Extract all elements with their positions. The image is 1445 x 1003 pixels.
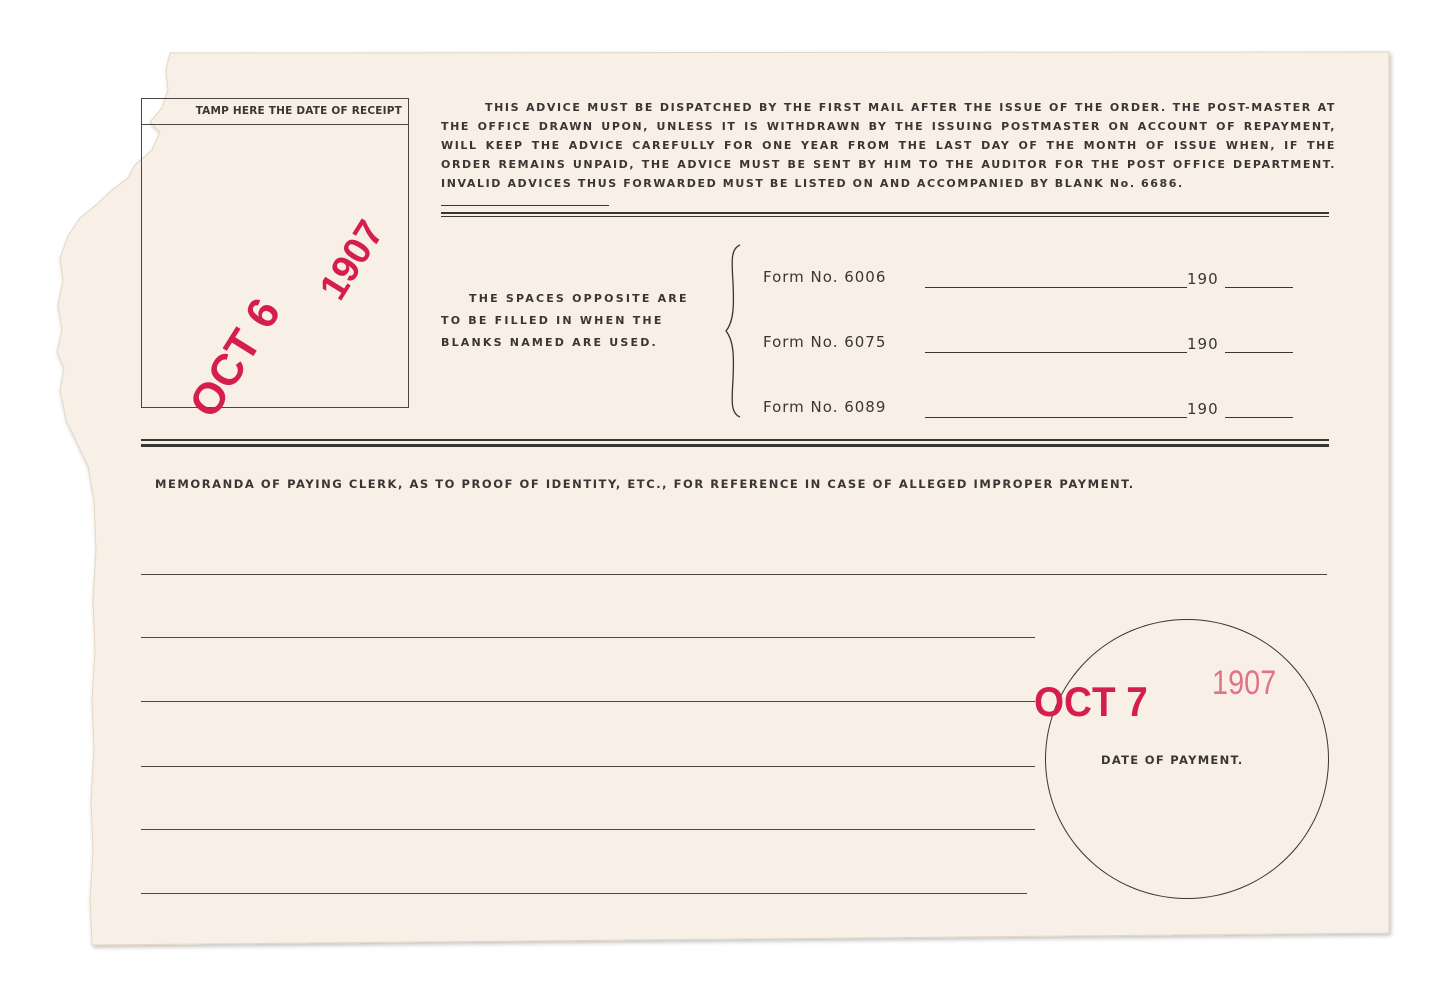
memo-line	[141, 829, 1035, 830]
form-fill-line	[925, 417, 1187, 418]
spaces-opposite-note: THE SPACES OPPOSITE ARE TO BE FILLED IN WHEN THE BLANKS NAMED ARE USED.	[441, 292, 689, 349]
form-label: Form No. 6006	[763, 268, 887, 286]
middle-divider-rule-thin	[141, 444, 1329, 447]
payment-date-stamp-year: 1907	[1212, 664, 1277, 702]
memo-line	[141, 637, 1035, 638]
form-year-prefix: 190	[1187, 335, 1219, 353]
form-fill-line	[925, 287, 1187, 288]
memo-line	[141, 574, 1327, 575]
advice-divider-rule	[441, 212, 1329, 214]
curly-brace	[722, 243, 746, 419]
receipt-date-stamp-year: 1907	[312, 213, 393, 308]
date-of-payment-label: DATE OF PAYMENT.	[1101, 753, 1244, 767]
form-row-6006	[763, 268, 1303, 292]
receipt-stamp-heading: TAMP HERE THE DATE OF RECEIPT	[142, 99, 408, 125]
form-year-prefix: 190	[1187, 400, 1219, 418]
memo-line	[141, 701, 1035, 702]
memo-line	[141, 766, 1035, 767]
memo-line	[141, 893, 1027, 894]
form-row-6075	[763, 333, 1303, 357]
form-year-prefix: 190	[1187, 270, 1219, 288]
advice-instructions: THIS ADVICE MUST BE DISPATCHED BY THE FIRST MAIL AFTER THE ISSUE OF THE ORDER. THE POST-MASTER AT THE OFFICE DRAWN UPON, UNLESS IT IS WITHDRAWN BY THE ISSUING POSTMASTER ON ACCOUNT OF REPAYMENT, WILL KEEP THE ADVICE CAREFULLY FOR ONE YEAR FROM THE LAST DAY OF THE MONTH OF ISSUE WHEN, IF THE ORDER REMAINS UNPAID, THE ADVICE MUST BE SENT BY HIM TO THE AUDITOR FOR THE POST OFFICE DEPARTMENT. INVALID ADVICES THUS FORWARDED MUST BE LISTED ON AND ACCOMPANIED BY BLANK No. 6686.	[441, 101, 1336, 190]
form-label: Form No. 6075	[763, 333, 887, 351]
form-year-line	[1225, 352, 1293, 353]
advice-divider-rule-thin	[441, 216, 1329, 217]
form-fill-line	[925, 352, 1187, 353]
receipt-date-stamp-month-day: OCT 6	[180, 290, 291, 426]
form-year-line	[1225, 287, 1293, 288]
memoranda-label: MEMORANDA OF PAYING CLERK, AS TO PROOF OF IDENTITY, ETC., FOR REFERENCE IN CASE OF ALLEGED IMPROPER PAYMENT.	[155, 477, 1135, 491]
payment-date-stamp-month-day: OCT 7	[1034, 678, 1148, 725]
form-year-line	[1225, 417, 1293, 418]
form-label: Form No. 6089	[763, 398, 887, 416]
advice-underline	[441, 205, 609, 206]
middle-divider-rule	[141, 439, 1329, 441]
form-row-6089	[763, 398, 1303, 422]
